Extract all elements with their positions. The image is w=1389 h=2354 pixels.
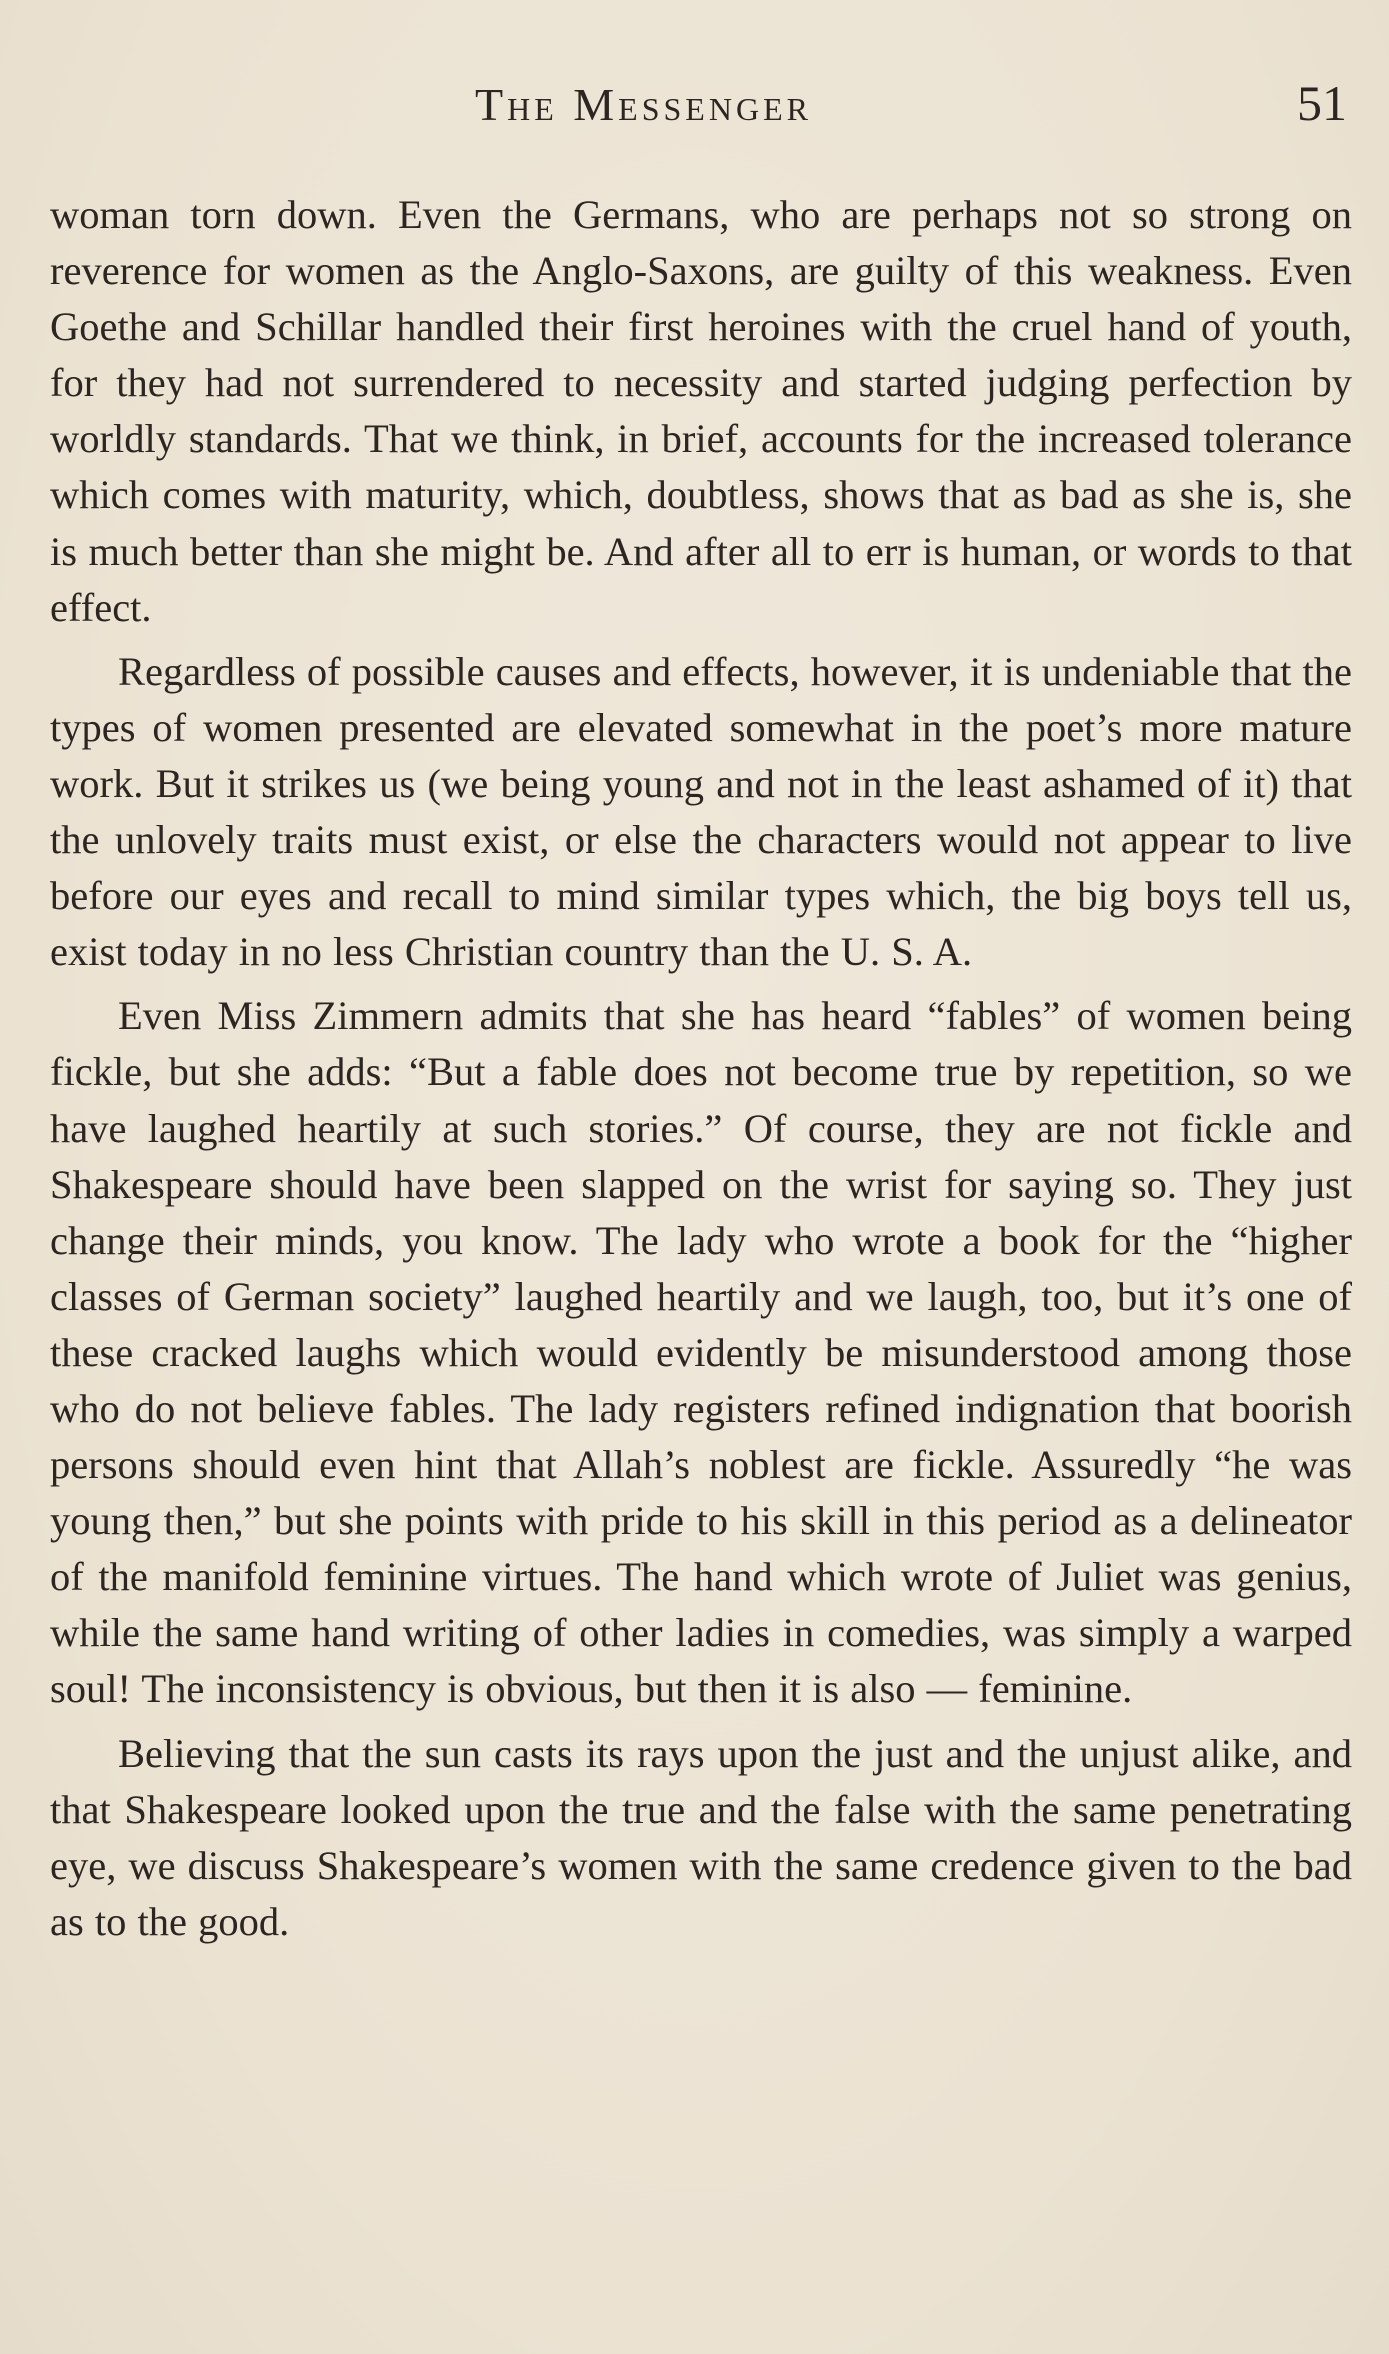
page-number: 51: [1297, 75, 1347, 131]
paragraph-continued: woman torn down. Even the Germans, who are perhaps not so strong on reverence for women as the Anglo-Saxons, are guilty of this weakness. Even Goethe and Schillar handled their first heroines with the cruel hand of youth, for they had not surrendered to necessity and started judging perfection by worldly standards. That we think, in brief, accounts for the increased tolerance which comes with maturity, which, doubtless, shows that as bad as she is, she is much better than she might be. And after all to err is human, or words to that effect.: [50, 192, 1352, 630]
running-head: [0, 75, 1389, 148]
paragraph: Regardless of possible causes and effects, however, it is undeniable that the types of women presented are elevated somewhat in the poet’s more mature work. But it strikes us (we being young and not in the least ashamed of it) that the unlovely traits must exist, or else the characters would not appear to live before our eyes and recall to mind similar types which, the big boys tell us, exist today in no less Christian country than the U. S. A.: [50, 648, 1352, 975]
body-text: [50, 187, 1352, 1950]
paragraph: Even Miss Zimmern admits that she has heard “fables” of women being fickle, but she adds: “But a fable does not become true by repetition, so we have laughed heartily at such stories.” Of course, they are not fickle and Shakespeare should have been slapped on the wrist for saying so. They just change their minds, you know. The lady who wrote a book for the “higher classes of German society” laughed heartily and we laugh, too, but it’s one of these cracked laughs which would evidently be misunderstood among those who do not believe fables. The lady registers refined indignation that boorish persons should even hint that Allah’s noblest are fickle. Assuredly “he was young then,” but she points with pride to his skill in this period as a delineator of the manifold feminine virtues. The hand which wrote of Juliet was genius, while the same hand writing of other ladies in comedies, was simply a warped soul! The inconsistency is obvious, but then it is also — feminine.: [50, 993, 1352, 1712]
running-title: The Messenger: [475, 79, 812, 130]
paragraph: Believing that the sun casts its rays upon the just and the unjust alike, and that Shakespeare looked upon the true and the false with the same penetrating eye, we discuss Shakespeare’s women with the same credence given to the bad as to the good.: [50, 1730, 1352, 1944]
